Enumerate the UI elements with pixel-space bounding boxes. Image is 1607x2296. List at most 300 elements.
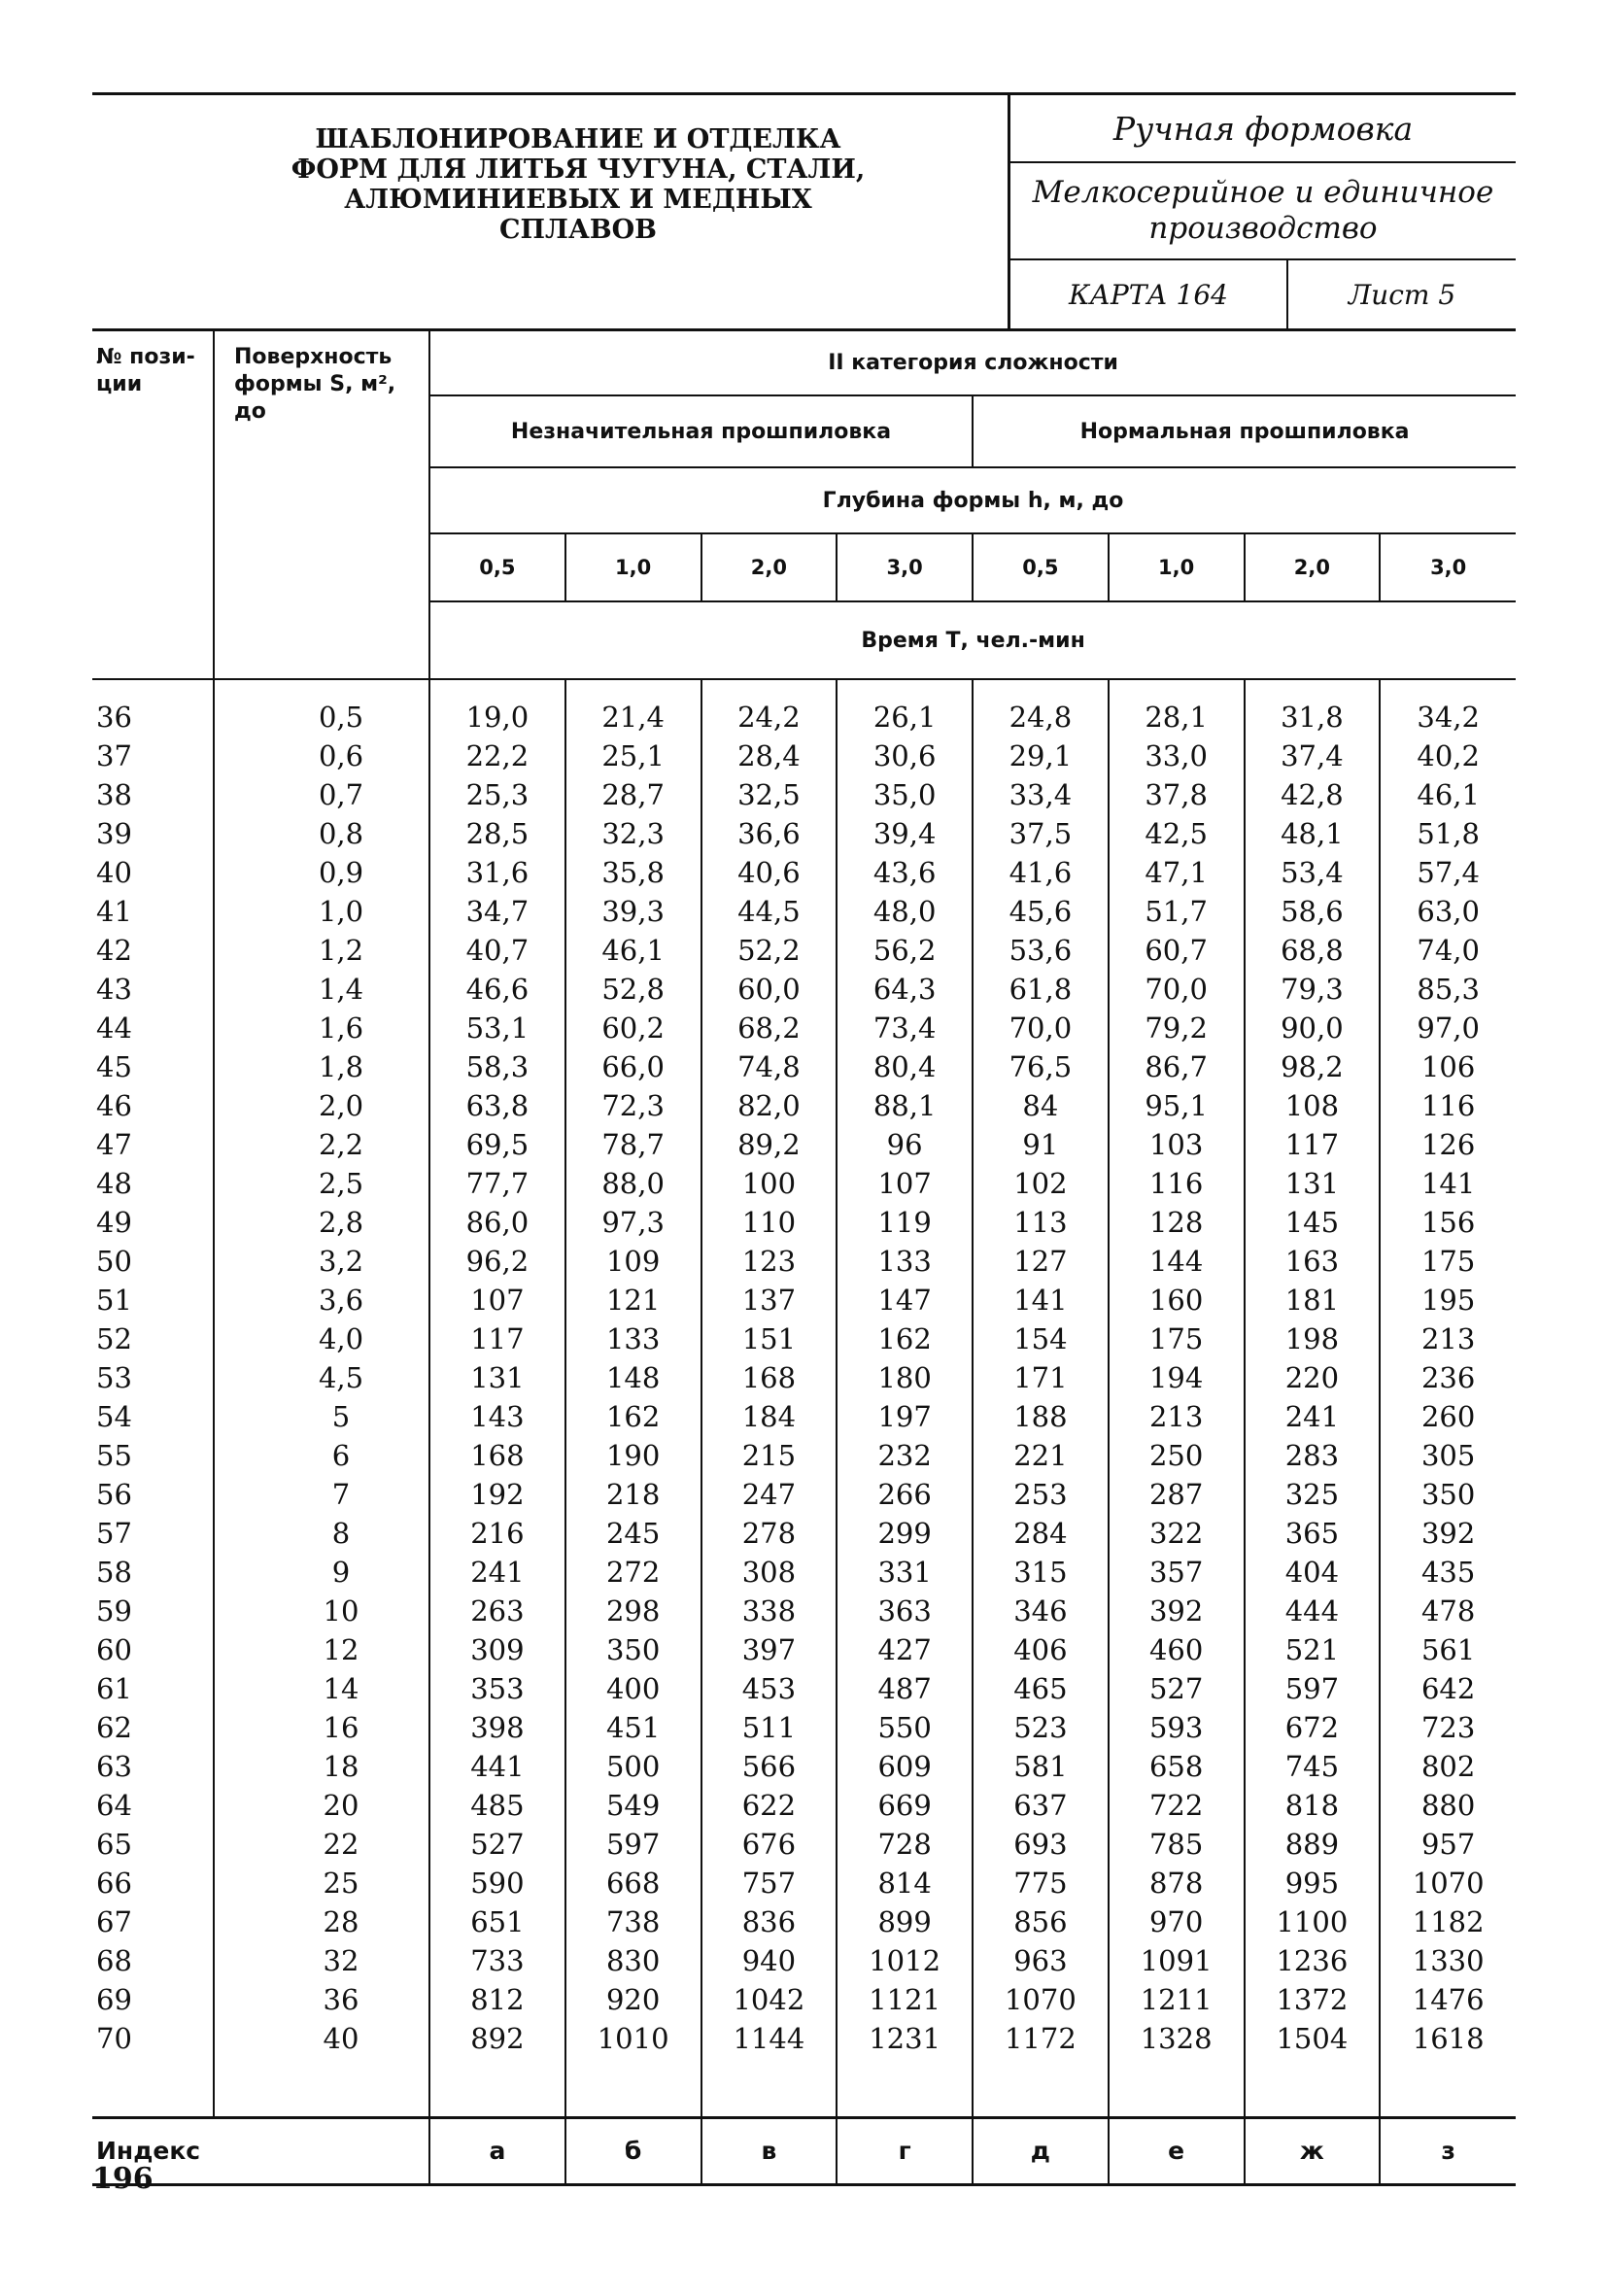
time-value-cell: 110 (701, 1203, 838, 1242)
time-value-cell: 119 (837, 1203, 973, 1242)
time-value-cell: 22,2 (429, 737, 565, 775)
surface-cell: 2,2 (214, 1125, 429, 1164)
time-value-cell: 34,2 (1380, 679, 1516, 737)
time-value-cell: 435 (1380, 1553, 1516, 1592)
depth-value-header: 1,0 (565, 533, 701, 601)
time-value-cell: 45,6 (973, 892, 1109, 931)
table-header (92, 329, 1516, 679)
position-cell: 68 (92, 1941, 214, 1980)
time-value-cell: 37,8 (1109, 775, 1245, 814)
time-value-cell: 21,4 (565, 679, 701, 737)
position-cell: 37 (92, 737, 214, 775)
surface-header-text: Поверхность формы S, м², до (234, 345, 396, 424)
time-value-cell: 197 (837, 1397, 973, 1436)
time-value-cell: 39,3 (565, 892, 701, 931)
molding-type: Ручная формовка (1010, 95, 1516, 163)
surface-cell: 18 (214, 1747, 429, 1786)
table-row (92, 1475, 1516, 1514)
time-value-cell: 74,8 (701, 1047, 838, 1086)
time-value-cell: 970 (1109, 1902, 1245, 1941)
time-value-cell: 52,8 (565, 970, 701, 1009)
time-value-cell: 511 (701, 1708, 838, 1747)
time-value-cell: 220 (1245, 1358, 1381, 1397)
time-value-cell: 287 (1109, 1475, 1245, 1514)
time-value-cell: 46,1 (1380, 775, 1516, 814)
time-value-cell: 549 (565, 1786, 701, 1825)
position-cell: 63 (92, 1747, 214, 1786)
time-value-cell: 144 (1109, 1242, 1245, 1281)
time-value-cell: 298 (565, 1592, 701, 1630)
surface-cell: 1,8 (214, 1047, 429, 1086)
time-value-cell: 70,0 (1109, 970, 1245, 1009)
position-cell: 57 (92, 1514, 214, 1553)
time-value-cell: 79,3 (1245, 970, 1381, 1009)
time-value-cell: 73,4 (837, 1009, 973, 1047)
time-value-cell: 266 (837, 1475, 973, 1514)
time-value-cell: 151 (701, 1319, 838, 1358)
time-value-cell: 899 (837, 1902, 973, 1941)
time-value-cell: 527 (1109, 1669, 1245, 1708)
time-value-cell: 35,8 (565, 853, 701, 892)
table-row (92, 737, 1516, 775)
time-value-cell: 147 (837, 1281, 973, 1319)
time-value-cell: 68,8 (1245, 931, 1381, 970)
table-row (92, 1242, 1516, 1281)
time-value-cell: 451 (565, 1708, 701, 1747)
surface-cell: 3,6 (214, 1281, 429, 1319)
time-value-cell: 126 (1380, 1125, 1516, 1164)
time-value-cell: 940 (701, 1941, 838, 1980)
time-value-cell: 487 (837, 1669, 973, 1708)
time-value-cell: 58,3 (429, 1047, 565, 1086)
surface-cell: 0,6 (214, 737, 429, 775)
time-value-cell: 33,4 (973, 775, 1109, 814)
index-label: Индекс (92, 2118, 429, 2185)
time-value-cell: 47,1 (1109, 853, 1245, 892)
group-minor-header: Незначительная прошпиловка (429, 395, 973, 467)
time-value-cell: 878 (1109, 1864, 1245, 1902)
position-cell: 67 (92, 1902, 214, 1941)
time-value-cell: 465 (973, 1669, 1109, 1708)
time-value-cell: 63,8 (429, 1086, 565, 1125)
index-letter-cell: з (1380, 2118, 1516, 2185)
time-value-cell: 892 (429, 2019, 565, 2058)
time-value-cell: 363 (837, 1592, 973, 1630)
spacer-cell (837, 2058, 973, 2118)
spacer-cell (973, 2058, 1109, 2118)
time-value-cell: 24,8 (973, 679, 1109, 737)
time-value-cell: 642 (1380, 1669, 1516, 1708)
time-value-cell: 260 (1380, 1397, 1516, 1436)
table-body (92, 679, 1516, 2185)
time-value-cell: 597 (565, 1825, 701, 1864)
spacer-row (92, 2058, 1516, 2118)
time-value-cell: 315 (973, 1553, 1109, 1592)
time-value-cell: 25,1 (565, 737, 701, 775)
time-value-cell: 241 (1245, 1397, 1381, 1436)
time-value-cell: 283 (1245, 1436, 1381, 1475)
time-value-cell: 43,6 (837, 853, 973, 892)
position-cell: 53 (92, 1358, 214, 1397)
time-value-cell: 82,0 (701, 1086, 838, 1125)
time-value-cell: 117 (429, 1319, 565, 1358)
time-value-cell: 79,2 (1109, 1009, 1245, 1047)
time-value-cell: 156 (1380, 1203, 1516, 1242)
time-value-cell: 106 (1380, 1047, 1516, 1086)
time-value-cell: 53,1 (429, 1009, 565, 1047)
time-value-cell: 31,8 (1245, 679, 1381, 737)
time-value-cell: 66,0 (565, 1047, 701, 1086)
depth-value-header: 3,0 (837, 533, 973, 601)
time-value-cell: 98,2 (1245, 1047, 1381, 1086)
time-value-cell: 89,2 (701, 1125, 838, 1164)
time-value-cell: 957 (1380, 1825, 1516, 1864)
surface-cell: 0,7 (214, 775, 429, 814)
time-value-cell: 109 (565, 1242, 701, 1281)
time-value-cell: 398 (429, 1708, 565, 1747)
time-value-cell: 57,4 (1380, 853, 1516, 892)
time-value-cell: 63,0 (1380, 892, 1516, 931)
time-value-cell: 42,5 (1109, 814, 1245, 853)
table-row (92, 775, 1516, 814)
time-value-cell: 171 (973, 1358, 1109, 1397)
time-value-cell: 39,4 (837, 814, 973, 853)
depth-value-header: 0,5 (429, 533, 565, 601)
column-header-position (92, 329, 214, 679)
card-number: КАРТА 164 (1010, 260, 1288, 328)
surface-cell: 3,2 (214, 1242, 429, 1281)
time-value-cell: 28,7 (565, 775, 701, 814)
time-value-cell: 1091 (1109, 1941, 1245, 1980)
time-value-cell: 836 (701, 1902, 838, 1941)
position-cell: 44 (92, 1009, 214, 1047)
position-cell: 45 (92, 1047, 214, 1086)
time-value-cell: 163 (1245, 1242, 1381, 1281)
position-cell: 46 (92, 1086, 214, 1125)
time-value-cell: 427 (837, 1630, 973, 1669)
position-cell: 38 (92, 775, 214, 814)
table-row (92, 2019, 1516, 2058)
position-cell: 49 (92, 1203, 214, 1242)
time-value-cell: 68,2 (701, 1009, 838, 1047)
table-row (92, 931, 1516, 970)
position-cell: 65 (92, 1825, 214, 1864)
time-value-cell: 86,7 (1109, 1047, 1245, 1086)
time-value-cell: 48,0 (837, 892, 973, 931)
time-value-cell: 350 (565, 1630, 701, 1669)
time-value-cell: 116 (1380, 1086, 1516, 1125)
time-value-cell: 52,2 (701, 931, 838, 970)
spacer-cell (565, 2058, 701, 2118)
time-value-cell: 346 (973, 1592, 1109, 1630)
time-value-cell: 672 (1245, 1708, 1381, 1747)
time-value-cell: 593 (1109, 1708, 1245, 1747)
table-row (92, 1514, 1516, 1553)
time-value-cell: 121 (565, 1281, 701, 1319)
spacer-cell (701, 2058, 838, 2118)
time-value-cell: 245 (565, 1514, 701, 1553)
time-value-cell: 64,3 (837, 970, 973, 1009)
time-value-cell: 60,7 (1109, 931, 1245, 970)
time-value-cell: 60,2 (565, 1009, 701, 1047)
time-value-cell: 1236 (1245, 1941, 1381, 1980)
table-row (92, 1553, 1516, 1592)
position-cell: 62 (92, 1708, 214, 1747)
time-value-cell: 107 (837, 1164, 973, 1203)
spacer-cell (214, 2058, 429, 2118)
surface-cell: 25 (214, 1864, 429, 1902)
position-cell: 55 (92, 1436, 214, 1475)
table-row (92, 1358, 1516, 1397)
time-value-cell: 76,5 (973, 1047, 1109, 1086)
surface-cell: 0,8 (214, 814, 429, 853)
time-value-cell: 669 (837, 1786, 973, 1825)
time-value-cell: 221 (973, 1436, 1109, 1475)
surface-cell: 4,5 (214, 1358, 429, 1397)
spacer-cell (429, 2058, 565, 2118)
time-value-cell: 889 (1245, 1825, 1381, 1864)
index-letter-cell: б (565, 2118, 701, 2185)
position-cell: 59 (92, 1592, 214, 1630)
time-value-cell: 550 (837, 1708, 973, 1747)
time-value-cell: 116 (1109, 1164, 1245, 1203)
time-value-cell: 213 (1380, 1319, 1516, 1358)
time-value-cell: 70,0 (973, 1009, 1109, 1047)
time-value-cell: 19,0 (429, 679, 565, 737)
table-row (92, 1203, 1516, 1242)
time-value-cell: 33,0 (1109, 737, 1245, 775)
time-value-cell: 404 (1245, 1553, 1381, 1592)
surface-cell: 2,5 (214, 1164, 429, 1203)
header-title-block (92, 95, 1010, 328)
depth-value-header: 0,5 (973, 533, 1109, 601)
table-row (92, 1708, 1516, 1747)
time-value-cell: 920 (565, 1980, 701, 2019)
time-value-cell: 141 (973, 1281, 1109, 1319)
time-value-cell: 102 (973, 1164, 1109, 1203)
surface-cell: 6 (214, 1436, 429, 1475)
position-cell: 39 (92, 814, 214, 853)
position-cell: 47 (92, 1125, 214, 1164)
time-value-cell: 100 (701, 1164, 838, 1203)
table-row (92, 1902, 1516, 1941)
time-value-cell: 53,6 (973, 931, 1109, 970)
time-value-cell: 175 (1380, 1242, 1516, 1281)
table-row (92, 1980, 1516, 2019)
time-value-cell: 198 (1245, 1319, 1381, 1358)
index-letter-cell: а (429, 2118, 565, 2185)
table-row (92, 892, 1516, 931)
table-row (92, 814, 1516, 853)
time-value-cell: 91 (973, 1125, 1109, 1164)
time-value-cell: 86,0 (429, 1203, 565, 1242)
table-row (92, 1825, 1516, 1864)
time-value-cell: 802 (1380, 1747, 1516, 1786)
depth-value-header: 1,0 (1109, 533, 1245, 601)
time-value-cell: 123 (701, 1242, 838, 1281)
time-value-cell: 42,8 (1245, 775, 1381, 814)
time-value-cell: 69,5 (429, 1125, 565, 1164)
surface-cell: 1,2 (214, 931, 429, 970)
time-value-cell: 51,7 (1109, 892, 1245, 931)
time-value-cell: 137 (701, 1281, 838, 1319)
time-value-cell: 253 (973, 1475, 1109, 1514)
time-value-cell: 28,5 (429, 814, 565, 853)
time-value-cell: 84 (973, 1086, 1109, 1125)
time-value-cell: 444 (1245, 1592, 1381, 1630)
page-number: 196 (92, 2162, 154, 2196)
time-value-cell: 168 (701, 1358, 838, 1397)
time-value-cell: 127 (973, 1242, 1109, 1281)
time-value-cell: 97,0 (1380, 1009, 1516, 1047)
time-value-cell: 34,7 (429, 892, 565, 931)
position-cell: 64 (92, 1786, 214, 1825)
time-value-cell: 37,5 (973, 814, 1109, 853)
time-value-cell: 41,6 (973, 853, 1109, 892)
sheet-number: Лист 5 (1348, 278, 1456, 311)
time-value-cell: 590 (429, 1864, 565, 1902)
time-value-cell: 308 (701, 1553, 838, 1592)
depth-header: Глубина формы h, м, до (429, 467, 1516, 533)
time-value-cell: 46,6 (429, 970, 565, 1009)
surface-cell: 0,5 (214, 679, 429, 737)
index-row (92, 2118, 1516, 2185)
time-value-cell: 58,6 (1245, 892, 1381, 931)
surface-cell: 4,0 (214, 1319, 429, 1358)
card-header (92, 92, 1516, 331)
spacer-cell (92, 2058, 214, 2118)
time-value-cell: 40,6 (701, 853, 838, 892)
depth-value-header: 2,0 (1245, 533, 1381, 601)
time-value-cell: 88,0 (565, 1164, 701, 1203)
time-value-cell: 184 (701, 1397, 838, 1436)
time-value-cell: 108 (1245, 1086, 1381, 1125)
complexity-category-header: II категория сложности (429, 329, 1516, 395)
time-value-cell: 309 (429, 1630, 565, 1669)
document-page (92, 92, 1516, 2196)
surface-cell: 40 (214, 2019, 429, 2058)
time-value-cell: 61,8 (973, 970, 1109, 1009)
time-value-cell: 397 (701, 1630, 838, 1669)
position-cell: 60 (92, 1630, 214, 1669)
table-row (92, 1786, 1516, 1825)
surface-cell: 22 (214, 1825, 429, 1864)
time-value-cell: 154 (973, 1319, 1109, 1358)
time-value-cell: 53,4 (1245, 853, 1381, 892)
time-value-cell: 745 (1245, 1747, 1381, 1786)
time-value-cell: 676 (701, 1825, 838, 1864)
time-value-cell: 1211 (1109, 1980, 1245, 2019)
time-value-cell: 1070 (973, 1980, 1109, 2019)
spacer-cell (1109, 2058, 1245, 2118)
position-cell: 40 (92, 853, 214, 892)
time-value-cell: 190 (565, 1436, 701, 1475)
time-value-cell: 350 (1380, 1475, 1516, 1514)
table-row (92, 1941, 1516, 1980)
time-value-cell: 1121 (837, 1980, 973, 2019)
time-value-cell: 40,7 (429, 931, 565, 970)
position-cell: 58 (92, 1553, 214, 1592)
position-cell: 66 (92, 1864, 214, 1902)
time-value-cell: 521 (1245, 1630, 1381, 1669)
time-value-cell: 728 (837, 1825, 973, 1864)
time-value-cell: 56,2 (837, 931, 973, 970)
time-value-cell: 181 (1245, 1281, 1381, 1319)
time-value-cell: 392 (1109, 1592, 1245, 1630)
time-value-cell: 232 (837, 1436, 973, 1475)
time-value-cell: 46,1 (565, 931, 701, 970)
surface-cell: 28 (214, 1902, 429, 1941)
time-value-cell: 722 (1109, 1786, 1245, 1825)
time-value-cell: 133 (837, 1242, 973, 1281)
time-value-cell: 278 (701, 1514, 838, 1553)
table-row (92, 1747, 1516, 1786)
time-value-cell: 1100 (1245, 1902, 1381, 1941)
header-info-block (1010, 95, 1516, 328)
time-value-cell: 995 (1245, 1864, 1381, 1902)
time-value-cell: 609 (837, 1747, 973, 1786)
time-value-cell: 812 (429, 1980, 565, 2019)
time-value-cell: 581 (973, 1747, 1109, 1786)
surface-cell: 36 (214, 1980, 429, 2019)
time-value-cell: 215 (701, 1436, 838, 1475)
surface-cell: 32 (214, 1941, 429, 1980)
time-value-cell: 622 (701, 1786, 838, 1825)
time-value-cell: 1172 (973, 2019, 1109, 2058)
surface-cell: 9 (214, 1553, 429, 1592)
time-value-cell: 180 (837, 1358, 973, 1397)
surface-cell: 7 (214, 1475, 429, 1514)
time-value-cell: 738 (565, 1902, 701, 1941)
time-value-cell: 28,1 (1109, 679, 1245, 737)
time-value-cell: 145 (1245, 1203, 1381, 1242)
time-value-cell: 1504 (1245, 2019, 1381, 2058)
time-value-cell: 160 (1109, 1281, 1245, 1319)
time-value-cell: 453 (701, 1669, 838, 1708)
time-value-cell: 25,3 (429, 775, 565, 814)
table-row (92, 1086, 1516, 1125)
table-row (92, 1592, 1516, 1630)
index-letter-cell: в (701, 2118, 838, 2185)
time-value-cell: 400 (565, 1669, 701, 1708)
time-value-cell: 460 (1109, 1630, 1245, 1669)
time-value-cell: 1372 (1245, 1980, 1381, 2019)
time-value-cell: 1012 (837, 1941, 973, 1980)
time-value-cell: 213 (1109, 1397, 1245, 1436)
position-header-text: № пози- ции (96, 345, 195, 396)
time-value-cell: 24,2 (701, 679, 838, 737)
depth-value-header: 2,0 (701, 533, 838, 601)
time-value-cell: 963 (973, 1941, 1109, 1980)
time-value-cell: 566 (701, 1747, 838, 1786)
position-cell: 52 (92, 1319, 214, 1358)
time-value-cell: 757 (701, 1864, 838, 1902)
index-letter-cell: е (1109, 2118, 1245, 2185)
time-value-cell: 814 (837, 1864, 973, 1902)
time-value-cell: 338 (701, 1592, 838, 1630)
time-value-cell: 561 (1380, 1630, 1516, 1669)
time-value-cell: 96,2 (429, 1242, 565, 1281)
surface-cell: 12 (214, 1630, 429, 1669)
table-row (92, 1047, 1516, 1086)
time-value-cell: 263 (429, 1592, 565, 1630)
time-value-cell: 322 (1109, 1514, 1245, 1553)
position-cell: 43 (92, 970, 214, 1009)
time-value-cell: 597 (1245, 1669, 1381, 1708)
time-value-cell: 785 (1109, 1825, 1245, 1864)
time-value-cell: 26,1 (837, 679, 973, 737)
time-value-cell: 162 (837, 1319, 973, 1358)
